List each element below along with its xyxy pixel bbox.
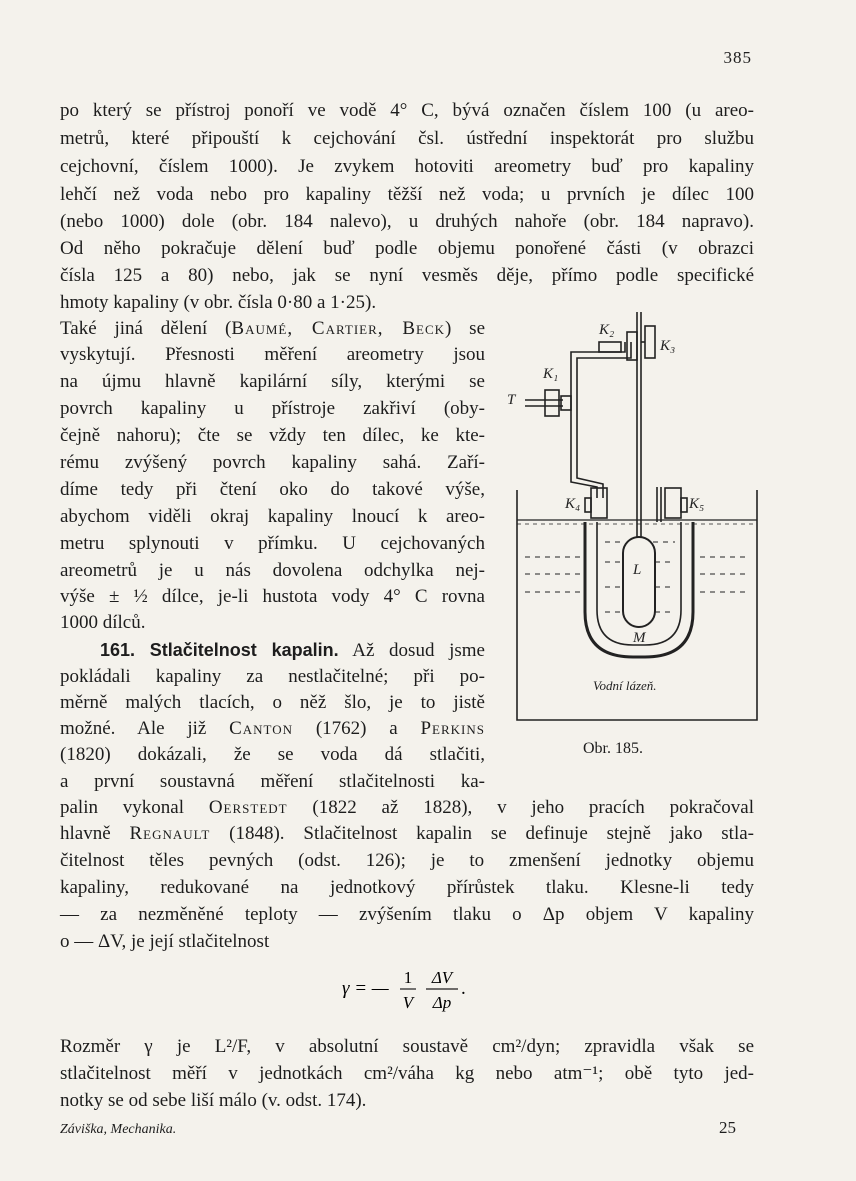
text-line: kapaliny, redukované na jednotkový přírůstek tlaku. Klesne-li tedy — [60, 877, 754, 898]
text-line-canton: možné. Ale již Canton (1762) a Perkins — [60, 718, 485, 739]
section-heading-line: 161. Stlačitelnost kapalin. Až dosud jsme — [100, 640, 485, 661]
section-title: Stlačitelnost kapalin. — [149, 640, 339, 660]
text-line: cejchovní, číslem 1000). Je zvykem hotoviti areometry buď pro kapaliny — [60, 156, 754, 177]
text-line: o — ΔV, je její stlačitelnost — [60, 931, 270, 952]
section-number: 161. — [100, 640, 136, 660]
label-k2: K₂ — [599, 322, 615, 338]
label-m: M — [633, 630, 646, 646]
text-line: díme tedy při čtení oko do takové výše, — [60, 479, 485, 500]
text-line: na újmu hlavně kapilární síly, kterými se — [60, 371, 485, 392]
text-line: hmoty kapaliny (v obr. čísla 0·80 a 1·25). — [60, 292, 377, 313]
text-line: stlačitelnost měří v jednotkách cm²/váha kg nebo atm⁻¹; obě tyto jed- — [60, 1063, 754, 1084]
text-line: 1000 dílců. — [60, 612, 146, 633]
text-line: Rozměr γ je L²/F, v absolutní soustavě cm²/dyn; zpravidla však se — [60, 1036, 754, 1057]
text-line: vyskytují. Přesnosti měření areometry jsou — [60, 344, 485, 365]
text-line: — za nezměněné teploty — zvýšením tlaku o Δp objem V kapaliny — [60, 904, 754, 925]
text-line-regnault: hlavně Regnault (1848). Stlačitelnost kapalin se definuje stejně jako stla- — [60, 823, 754, 844]
piezometer-figure — [505, 312, 765, 732]
text-line: areometrů je u nás dovolena odchylka nej- — [60, 560, 485, 581]
figure-caption: Obr. 185. — [583, 740, 643, 757]
author-names: Baumé, Cartier, Beck — [231, 318, 446, 339]
text-line: rému zvýšený povrch kapaliny sahá. Zaří- — [60, 452, 485, 473]
text-line: po který se přístroj ponoří ve vodě 4° C, bývá označen číslem 100 (u areo- — [60, 100, 754, 121]
text-line: a první soustavná měření stlačitelnosti ka- — [60, 771, 485, 792]
footer-signature: 25 — [719, 1118, 736, 1137]
text-line: povrch kapaliny u přístroje zakřiví (oby- — [60, 398, 485, 419]
text-line-oersted: palin vykonal Oerstedt (1822 až 1828), v jeho pracích pokračoval — [60, 797, 755, 818]
page-number: 385 — [723, 48, 752, 67]
text-line: notky se od sebe liší málo (v. odst. 174). — [60, 1090, 367, 1111]
label-k1: K₁ — [543, 366, 559, 382]
text-line: (1820) dokázali, že se voda dá stlačiti, — [60, 744, 485, 765]
label-k5: K₅ — [689, 496, 705, 512]
text-line: měrně malých tlacích, o něž šlo, je to jistě — [60, 692, 485, 713]
label-t: T — [507, 392, 516, 408]
text-line: výše ± ½ dílce, je-li hustota vody 4° C rovna — [60, 586, 485, 607]
text-line: metru splynouti v přímku. U cejchovaných — [60, 533, 485, 554]
label-k3: K₃ — [660, 338, 676, 354]
formula-num2: ΔV — [431, 968, 453, 987]
text-line: čitelnost těles pevných (odst. 126); je to zmenšení jednotky objemu — [60, 850, 754, 871]
text-line: abychom viděli okraj kapaliny lnoucí k areo- — [60, 506, 485, 527]
formula-lhs: γ = — — [342, 978, 389, 999]
text-line: (nebo 1000) dole (obr. 184 nalevo), u druhých nahoře (obr. 184 napravo). — [60, 211, 754, 232]
text-line-names: Také jiná dělení (Baumé, Cartier, Beck) se — [60, 318, 486, 339]
text-line: čísla 125 a 80) nebo, jak se nyní vesměs děje, přímo podle specifické — [60, 265, 754, 286]
footer-left: Záviška, Mechanika. — [60, 1122, 177, 1137]
text-line: Od něho pokračuje dělení buď podle objemu ponořené části (v obrazci — [60, 238, 754, 259]
label-l: L — [633, 562, 642, 578]
formula-den2: Δp — [432, 993, 452, 1012]
formula-end: . — [461, 978, 466, 999]
text-line: pokládali kapaliny za nestlačitelné; při po- — [60, 666, 485, 687]
bath-label: Vodní lázeň. — [593, 678, 657, 693]
text-line: metrů, které připouští k cejchování čsl. ústřední inspektorát pro službu — [60, 128, 754, 149]
text-line: čejně nahoru); čte se vždy ten dílec, ke kte- — [60, 425, 485, 446]
compressibility-formula — [342, 964, 482, 1014]
formula-den1: V — [402, 993, 414, 1012]
text-line: lehčí než voda nebo pro kapaliny těžší než voda; u prvních je dílec 100 — [60, 184, 754, 205]
label-k4: K₄ — [565, 496, 581, 512]
formula-num1: 1 — [403, 968, 413, 987]
